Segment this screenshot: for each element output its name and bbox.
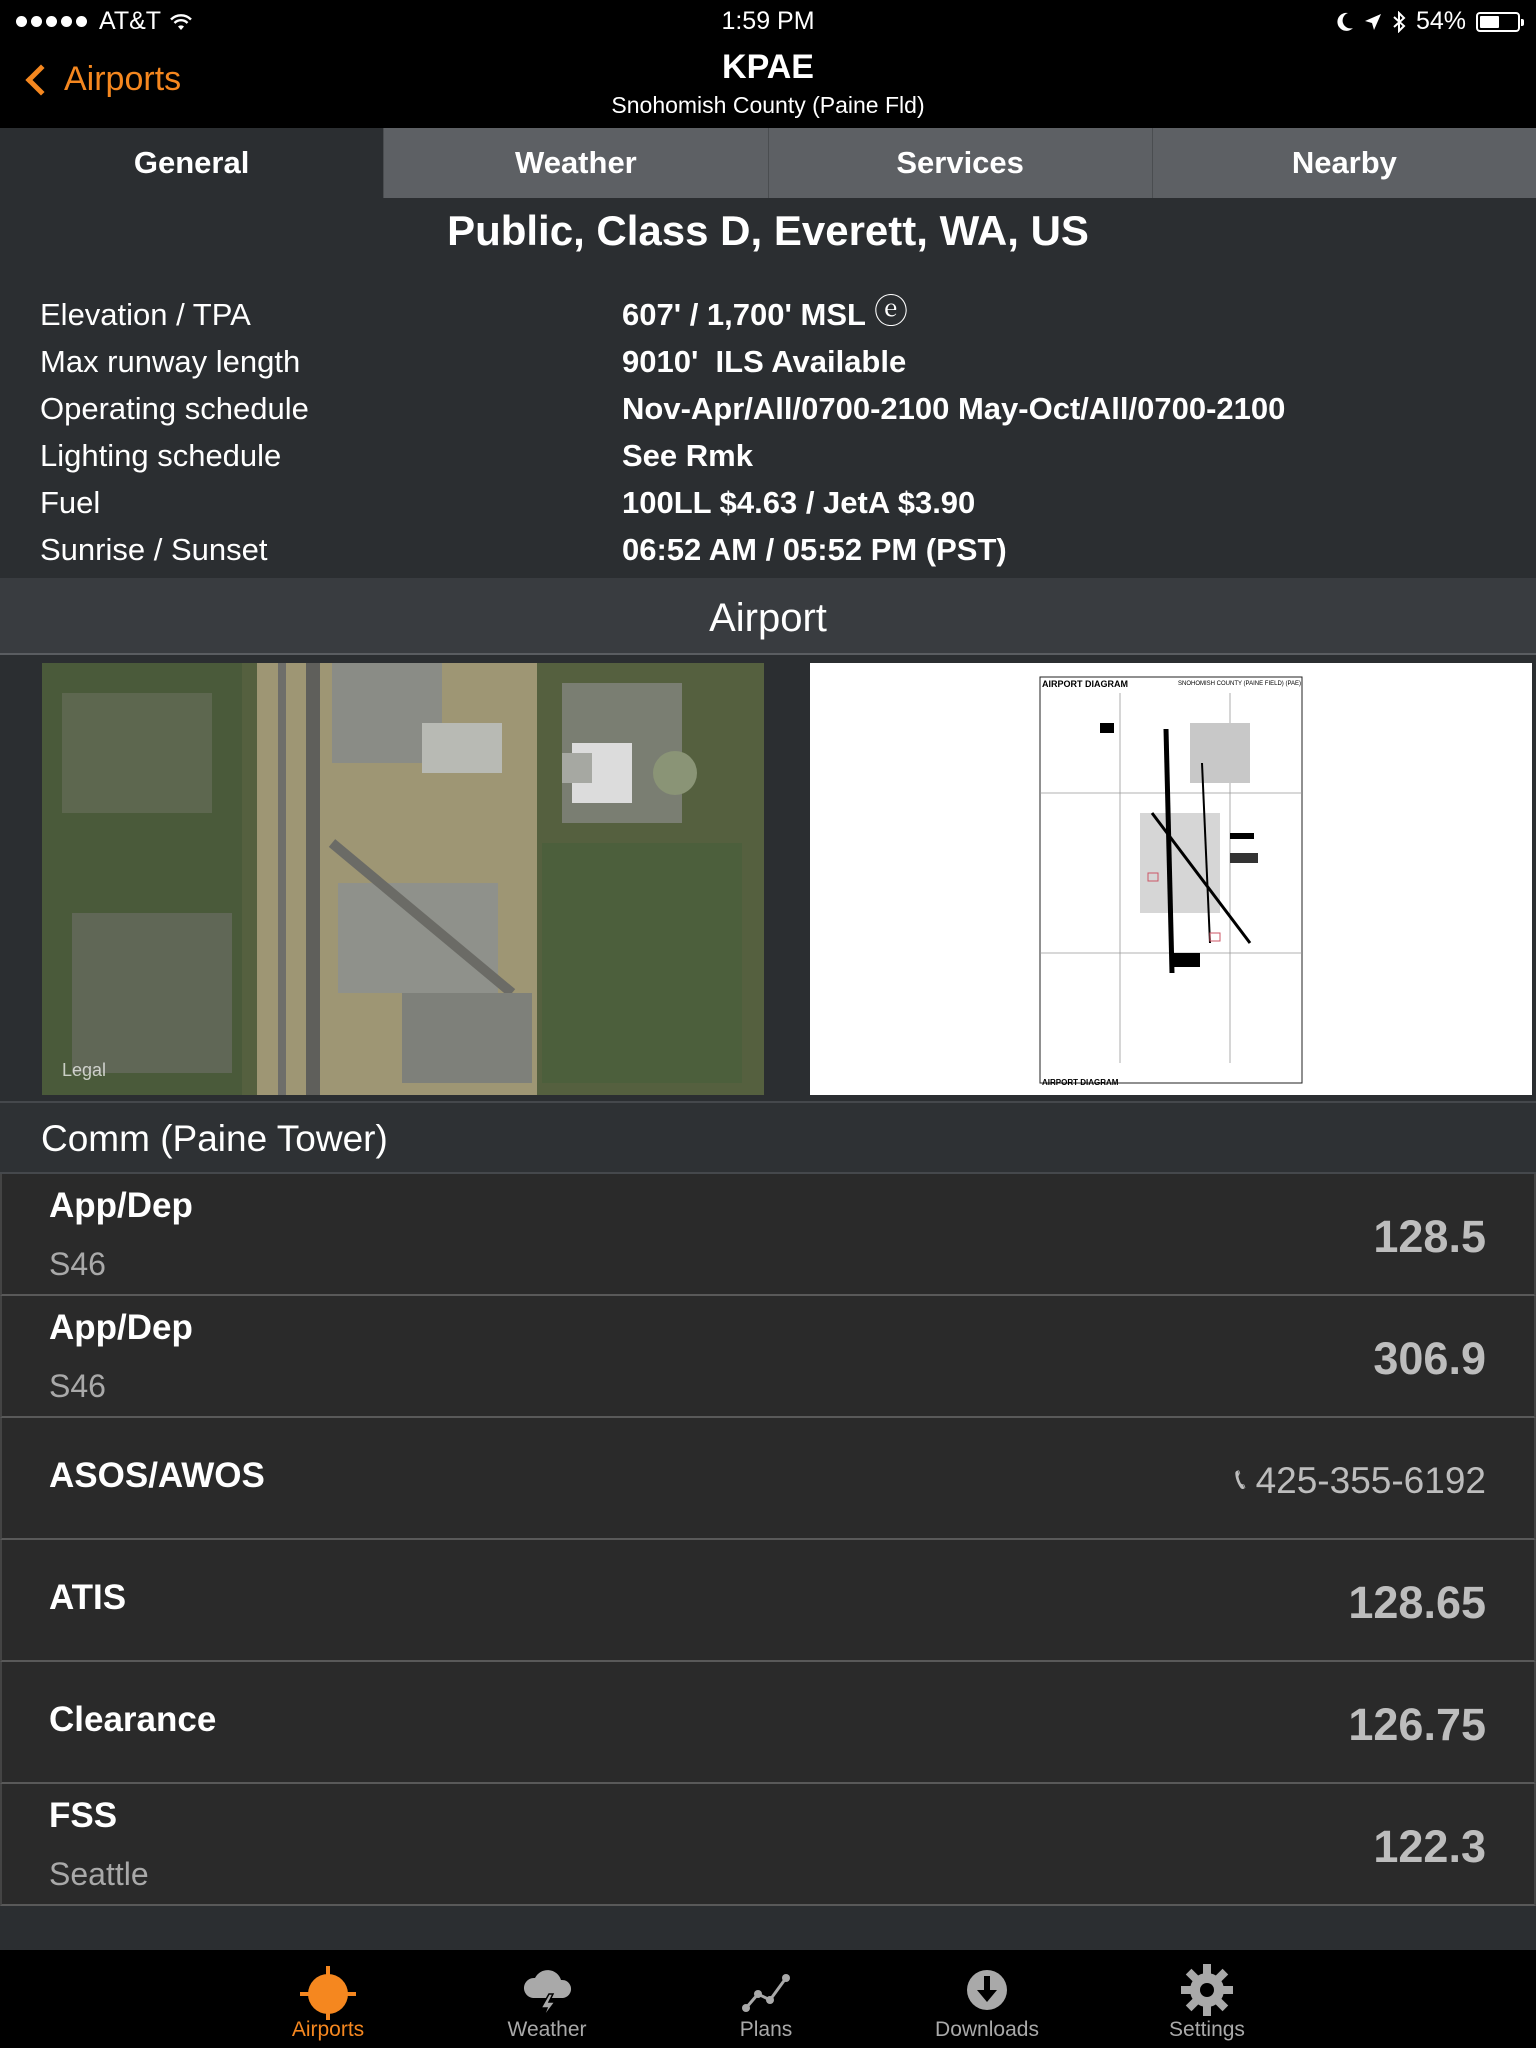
info-value: 9010' ILS Available [622, 344, 907, 379]
comm-row-app-dep-2[interactable] [0, 1296, 1536, 1418]
estimate-info-icon[interactable]: ⓔ [873, 293, 908, 331]
info-value [622, 293, 908, 333]
comm-name: FSS [49, 1796, 118, 1835]
phone-number: 425-355-6192 [1255, 1460, 1486, 1501]
comm-row-asos-awos[interactable] [0, 1418, 1536, 1540]
satellite-map[interactable] [42, 663, 764, 1095]
navigation-bar [0, 40, 1536, 128]
airport-code-title: KPAE [722, 48, 814, 86]
battery-icon [1476, 12, 1520, 32]
status-right [1336, 7, 1520, 36]
comm-section-header: Comm (Paine Tower) [0, 1101, 1536, 1174]
tabbar-label: Plans [739, 2018, 793, 2041]
phone-icon: 📞︎ [1235, 1463, 1246, 1496]
comm-name: Clearance [49, 1700, 217, 1739]
comm-frequency: 306.9 [1373, 1333, 1486, 1384]
comm-row-atis[interactable] [0, 1540, 1536, 1662]
info-row-schedule [40, 391, 1500, 438]
tabbar-label: Downloads [935, 2018, 1039, 2041]
comm-name: ASOS/AWOS [49, 1456, 265, 1495]
comm-list [0, 1174, 1536, 1906]
comm-row-fss[interactable] [0, 1784, 1536, 1906]
info-label: Sunrise / Sunset [40, 532, 268, 567]
tabbar-settings[interactable] [1107, 1950, 1307, 2048]
elevation-value: 607' / 1,700' MSL [622, 297, 866, 332]
cloud-lightning-icon [519, 1964, 575, 2020]
download-icon [959, 1964, 1015, 2020]
diagram-title: AIRPORT DIAGRAM [1042, 679, 1128, 689]
general-info-panel [0, 198, 1536, 578]
airport-diagram-image [810, 663, 1532, 1095]
satellite-image [42, 663, 764, 1095]
info-label: Lighting schedule [40, 438, 282, 473]
info-row-sun [40, 532, 1500, 579]
bottom-tab-bar [0, 1950, 1536, 2048]
tabbar-weather[interactable] [447, 1950, 647, 2048]
back-button-label: Airports [64, 60, 182, 98]
tabbar-label: Settings [1169, 2018, 1245, 2041]
tab-weather[interactable]: Weather [384, 128, 768, 198]
status-time: 1:59 PM [721, 7, 815, 35]
satellite-legal-link[interactable]: Legal [62, 1060, 107, 1080]
info-value: See Rmk [622, 438, 753, 473]
tabbar-airports[interactable] [228, 1950, 428, 2048]
airport-name-subtitle: Snohomish County (Paine Fld) [611, 92, 925, 118]
info-row-lighting [40, 438, 1500, 485]
info-value: 06:52 AM / 05:52 PM (PST) [622, 532, 1007, 567]
route-icon [738, 1964, 794, 2020]
airport-target-icon [300, 1964, 356, 2020]
location-arrow-icon [1364, 13, 1382, 31]
info-label: Elevation / TPA [40, 297, 251, 332]
bluetooth-icon [1392, 11, 1406, 33]
tabbar-downloads[interactable] [887, 1950, 1087, 2048]
airport-images [0, 655, 1536, 1101]
airport-classification: Public, Class D, Everett, WA, US [447, 207, 1089, 254]
tab-nearby[interactable]: Nearby [1291, 145, 1397, 180]
segmented-tabs [0, 128, 1536, 198]
comm-frequency: 128.65 [1348, 1577, 1486, 1628]
comm-name: ATIS [49, 1578, 127, 1617]
info-label: Operating schedule [40, 391, 309, 426]
comm-frequency: 122.3 [1373, 1821, 1486, 1872]
comm-row-clearance[interactable] [0, 1662, 1536, 1784]
tab-general[interactable]: General [0, 128, 384, 198]
airport-section-header: Airport [0, 578, 1536, 655]
comm-frequency: 128.5 [1373, 1211, 1486, 1262]
status-bar [0, 0, 1536, 40]
info-row-fuel [40, 485, 1500, 532]
diagram-header-right: SNOHOMISH COUNTY (PAINE FIELD) (PAE) [1178, 681, 1302, 687]
info-value: Nov-Apr/All/0700-2100 May-Oct/All/0700-2100 [622, 391, 1286, 426]
info-value: 100LL $4.63 / JetA $3.90 [622, 485, 976, 520]
info-row-runway [40, 344, 1500, 391]
comm-name: App/Dep [49, 1186, 193, 1225]
info-rows [40, 293, 1500, 579]
tabbar-label: Weather [507, 2018, 587, 2041]
moon-icon [1336, 12, 1354, 32]
tabbar-label: Airports [291, 2018, 365, 2041]
info-row-elevation [40, 293, 1500, 344]
gear-icon [1179, 1964, 1235, 2020]
comm-sub: Seattle [49, 1856, 149, 1892]
airport-diagram[interactable] [810, 663, 1532, 1095]
comm-sub: S46 [49, 1368, 106, 1404]
comm-name: App/Dep [49, 1308, 193, 1347]
tabbar-plans[interactable] [666, 1950, 866, 2048]
comm-phone[interactable] [1235, 1460, 1486, 1502]
comm-frequency: 126.75 [1348, 1699, 1486, 1750]
comm-row-app-dep-1[interactable] [0, 1174, 1536, 1296]
info-label: Max runway length [40, 344, 301, 379]
tab-services[interactable]: Services [769, 128, 1153, 198]
info-label: Fuel [40, 485, 101, 520]
comm-sub: S46 [49, 1246, 106, 1282]
diagram-footer-title: AIRPORT DIAGRAM [1042, 1078, 1119, 1087]
carrier-label: AT&T [99, 7, 162, 35]
battery-percent: 54% [1415, 7, 1466, 35]
